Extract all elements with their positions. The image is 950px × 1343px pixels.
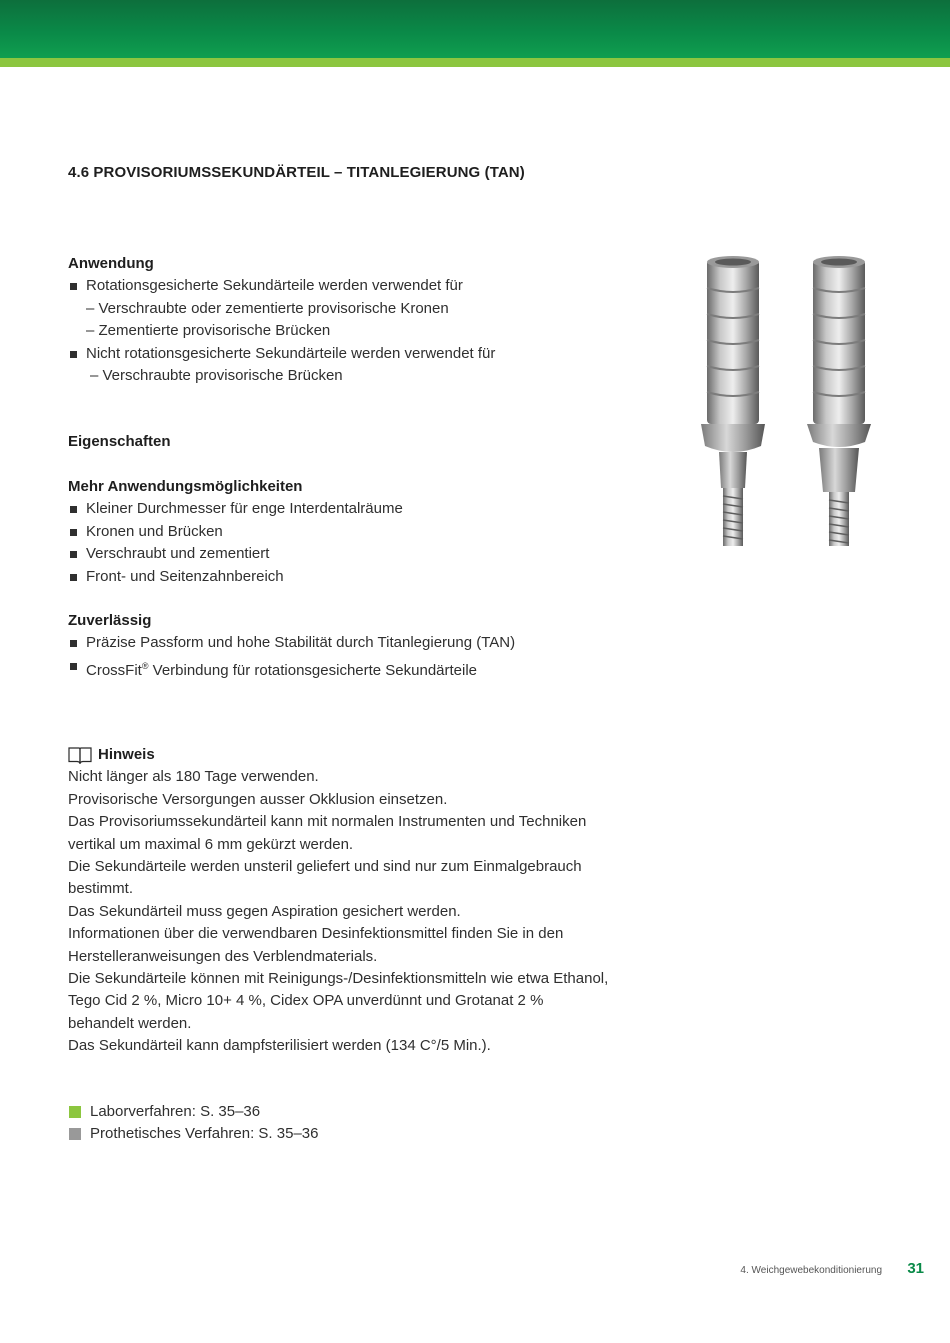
- header-accent-stripe: [0, 58, 950, 67]
- note-line: Nicht länger als 180 Tage verwenden.: [68, 768, 319, 786]
- mehr-heading: Mehr Anwendungsmöglichkeiten: [68, 478, 303, 495]
- reference-prosthetic[interactable]: Prothetisches Verfahren: S. 35–36: [68, 1123, 318, 1145]
- list-item: Kleiner Durchmesser für enge Interdentalräume: [68, 498, 403, 520]
- hinweis-heading: Hinweis: [98, 746, 155, 763]
- footer-chapter: 4. Weichgewebekonditionierung: [740, 1265, 882, 1276]
- page-number: 31: [907, 1260, 924, 1277]
- mehr-section: [68, 476, 403, 588]
- list-item: Verschraubt und zementiert: [68, 543, 403, 565]
- abutment-images: [695, 252, 885, 552]
- anwendung-section: [68, 253, 495, 387]
- sub-list-item: – Verschraubte provisorische Brücken: [90, 367, 343, 385]
- note-line: vertikal um maximal 6 mm gekürzt werden.: [68, 835, 354, 853]
- list-item: Kronen und Brücken: [68, 521, 403, 543]
- note-line: Das Sekundärteil kann dampfsterilisiert werden (134 C°/5 Min.).: [68, 1037, 491, 1055]
- header-band: [0, 0, 950, 60]
- reference-lab[interactable]: Laborverfahren: S. 35–36: [68, 1101, 318, 1123]
- hinweis-section: [68, 744, 608, 1058]
- abutment-rotation-secured-image: [701, 256, 765, 546]
- note-line: bestimmt.: [68, 880, 134, 898]
- note-line: Die Sekundärteile können mit Reinigungs-/Desinfektionsmitteln wie etwa Ethanol,: [68, 970, 609, 988]
- hinweis-header: [68, 744, 608, 766]
- sub-list-item: – Verschraubte oder zementierte provisorische Kronen: [86, 299, 449, 317]
- book-icon: [68, 746, 92, 764]
- abutment-non-rotation-secured-image: [807, 256, 871, 546]
- bullet-icon: [70, 283, 77, 290]
- zuverlaessig-heading: Zuverlässig: [68, 612, 152, 629]
- bullet-icon: [70, 574, 77, 581]
- note-line: Informationen über die verwendbaren Desinfektionsmittel finden Sie in den: [68, 925, 564, 943]
- grey-square-icon: [69, 1128, 81, 1140]
- note-line: behandelt werden.: [68, 1014, 192, 1032]
- reference-list: [68, 1101, 318, 1146]
- bullet-icon: [70, 351, 77, 358]
- note-line: Das Sekundärteil muss gegen Aspiration gesichert werden.: [68, 902, 461, 920]
- list-item: Nicht rotationsgesicherte Sekundärteile werden verwendet für: [68, 343, 495, 365]
- bullet-icon: [70, 506, 77, 513]
- note-line: Tego Cid 2 %, Micro 10+ 4 %, Cidex OPA unverdünnt und Grotanat 2 %: [68, 992, 544, 1010]
- list-item: Front- und Seitenzahnbereich: [68, 566, 403, 588]
- eigenschaften-section: [68, 431, 171, 453]
- bullet-icon: [70, 640, 77, 647]
- bullet-icon: [70, 551, 77, 558]
- note-line: Das Provisoriumssekundärteil kann mit normalen Instrumenten und Techniken: [68, 813, 587, 831]
- section-title: 4.6 PROVISORIUMSSEKUNDÄRTEIL – TITANLEGIERUNG (TAN): [68, 164, 525, 181]
- hinweis-body: [68, 766, 608, 1057]
- list-item: Präzise Passform und hohe Stabilität durch Titanlegierung (TAN): [68, 632, 515, 654]
- zuverlaessig-section: [68, 610, 515, 682]
- note-line: Herstelleranweisungen des Verblendmaterials.: [68, 947, 378, 965]
- eigenschaften-heading: Eigenschaften: [68, 433, 171, 450]
- bullet-icon: [70, 663, 77, 670]
- list-item: Rotationsgesicherte Sekundärteile werden verwendet für: [68, 275, 495, 297]
- note-line: Provisorische Versorgungen ausser Okklusion einsetzen.: [68, 790, 448, 808]
- anwendung-heading: Anwendung: [68, 255, 154, 272]
- note-line: Die Sekundärteile werden unsteril geliefert und sind nur zum Einmalgebrauch: [68, 858, 582, 876]
- bullet-icon: [70, 529, 77, 536]
- green-square-icon: [69, 1106, 81, 1118]
- list-item: CrossFit® Verbindung für rotationsgesicherte Sekundärteile: [68, 655, 515, 682]
- sub-list-item: – Zementierte provisorische Brücken: [86, 322, 331, 340]
